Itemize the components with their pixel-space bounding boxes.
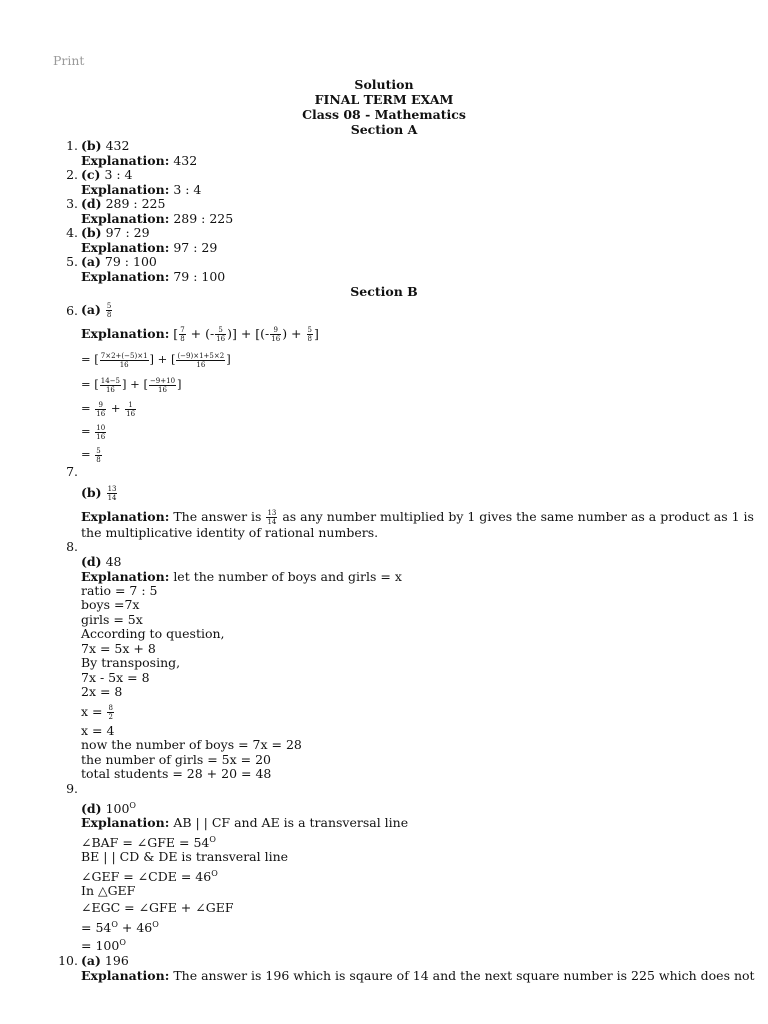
q8-line: According to question,	[81, 626, 225, 641]
q8-line: girls = 5x	[81, 612, 143, 627]
q10-answer: (a) 196	[81, 953, 129, 968]
q9-line: = $54^O + 46^O$	[81, 920, 159, 935]
q9-line: BE | | CD & DE is transveral line	[81, 849, 289, 864]
q8-line: x = $\frac{8}{2}$	[81, 704, 113, 721]
q8-explanation: Explanation: let the number of boys and girls = x	[81, 569, 402, 584]
class-subject: Class 08 - Mathematics	[302, 107, 466, 122]
q9-line: ∠GEF = ∠CDE = $46^O$	[81, 869, 218, 884]
q3-answer: (d) 289 : 225	[81, 196, 166, 211]
q9-line: In △GEF	[81, 883, 136, 898]
document-header	[0, 77, 768, 137]
q6-answer: (a) $\frac{5}{8}$	[81, 302, 112, 319]
section-b-heading: Section B	[350, 284, 418, 299]
q9-number: 9.	[66, 781, 78, 796]
q1-explanation: Explanation: 432	[81, 153, 198, 168]
q3-explanation: Explanation: 289 : 225	[81, 211, 234, 226]
q8-line: total students = 28 + 20 = 48	[81, 766, 272, 781]
q8-line: now the number of boys = 7x = 28	[81, 737, 302, 752]
q6-step-4: = $\frac{10}{16}$	[81, 423, 106, 441]
q8-line: ratio = 7 : 5	[81, 583, 158, 598]
q7-explanation: Explanation: The answer is $\frac{13}{14}$ as any number multiplied by 1 gives the same number as a product as 1 is	[81, 509, 754, 526]
q1-number: 1.	[66, 138, 78, 153]
q7-number: 7.	[66, 464, 78, 479]
q8-line: 2x = 8	[81, 684, 123, 699]
q5-number: 5.	[66, 254, 78, 269]
q8-line: 7x - 5x = 8	[81, 670, 150, 685]
q5-explanation: Explanation: 79 : 100	[81, 269, 226, 284]
q2-explanation: Explanation: 3 : 4	[81, 182, 202, 197]
q8-line: boys =7x	[81, 597, 140, 612]
q6-step-1: = [ $\frac{7\times 2+(-5)\times 1}{16}$ ] + [ $\frac{(-9)\times 1+5\times 2}{16}$ ]	[81, 351, 231, 369]
q6-step-3: = $\frac{9}{16}$ + $\frac{1}{16}$	[81, 400, 136, 418]
q10-number: 10.	[58, 953, 78, 968]
q8-line: x = 4	[81, 723, 115, 738]
q8-line: the number of girls = 5x = 20	[81, 752, 272, 767]
q3-number: 3.	[66, 196, 78, 211]
fraction: $\frac{5}{8}$	[106, 302, 112, 319]
doc-title: Solution	[354, 77, 414, 92]
q6-step-2: = [ $\frac{14-5}{16}$ ] + [ $\frac{-9+10}{16}$ ]	[81, 376, 182, 394]
q9-line: ∠BAF = ∠GFE = $54^O$	[81, 835, 216, 850]
q8-line: By transposing,	[81, 655, 181, 670]
q4-number: 4.	[66, 225, 78, 240]
q7-explanation-cont: the multiplicative identity of rational numbers.	[81, 525, 379, 540]
q9-line: ∠EGC = ∠GFE + ∠GEF	[81, 900, 234, 915]
q4-explanation: Explanation: 97 : 29	[81, 240, 218, 255]
q1-answer: (b) 432	[81, 138, 130, 153]
q2-answer: (c) 3 : 4	[81, 167, 133, 182]
q8-answer: (d) 48	[81, 554, 122, 569]
exam-name: FINAL TERM EXAM	[314, 92, 454, 107]
q4-answer: (b) 97 : 29	[81, 225, 150, 240]
print-link[interactable]: Print	[53, 53, 85, 68]
q8-line: 7x = 5x + 8	[81, 641, 156, 656]
q5-answer: (a) 79 : 100	[81, 254, 157, 269]
q6-number: 6.	[66, 303, 78, 318]
q2-number: 2.	[66, 167, 78, 182]
q9-explanation: Explanation: AB | | CF and AE is a transversal line	[81, 815, 409, 830]
q6-explanation: Explanation: [ $\frac{7}{8}$ + (- $\frac{5}{16}$ )] + [(- $\frac{9}{16}$ ) + $\frac{5}{8}$ ]	[81, 326, 319, 343]
q10-explanation: Explanation: The answer is 196 which is sqaure of 14 and the next square number is 225 which does not	[81, 968, 755, 983]
q6-step-5: = $\frac{5}{8}$	[81, 446, 101, 464]
q9-line: = $100^O$	[81, 938, 126, 953]
q9-answer: (d) $100^O$	[81, 801, 136, 816]
q7-answer: (b) $\frac{13}{14}$	[81, 485, 117, 502]
q8-number: 8.	[66, 539, 78, 554]
section-a-heading: Section A	[350, 122, 418, 137]
